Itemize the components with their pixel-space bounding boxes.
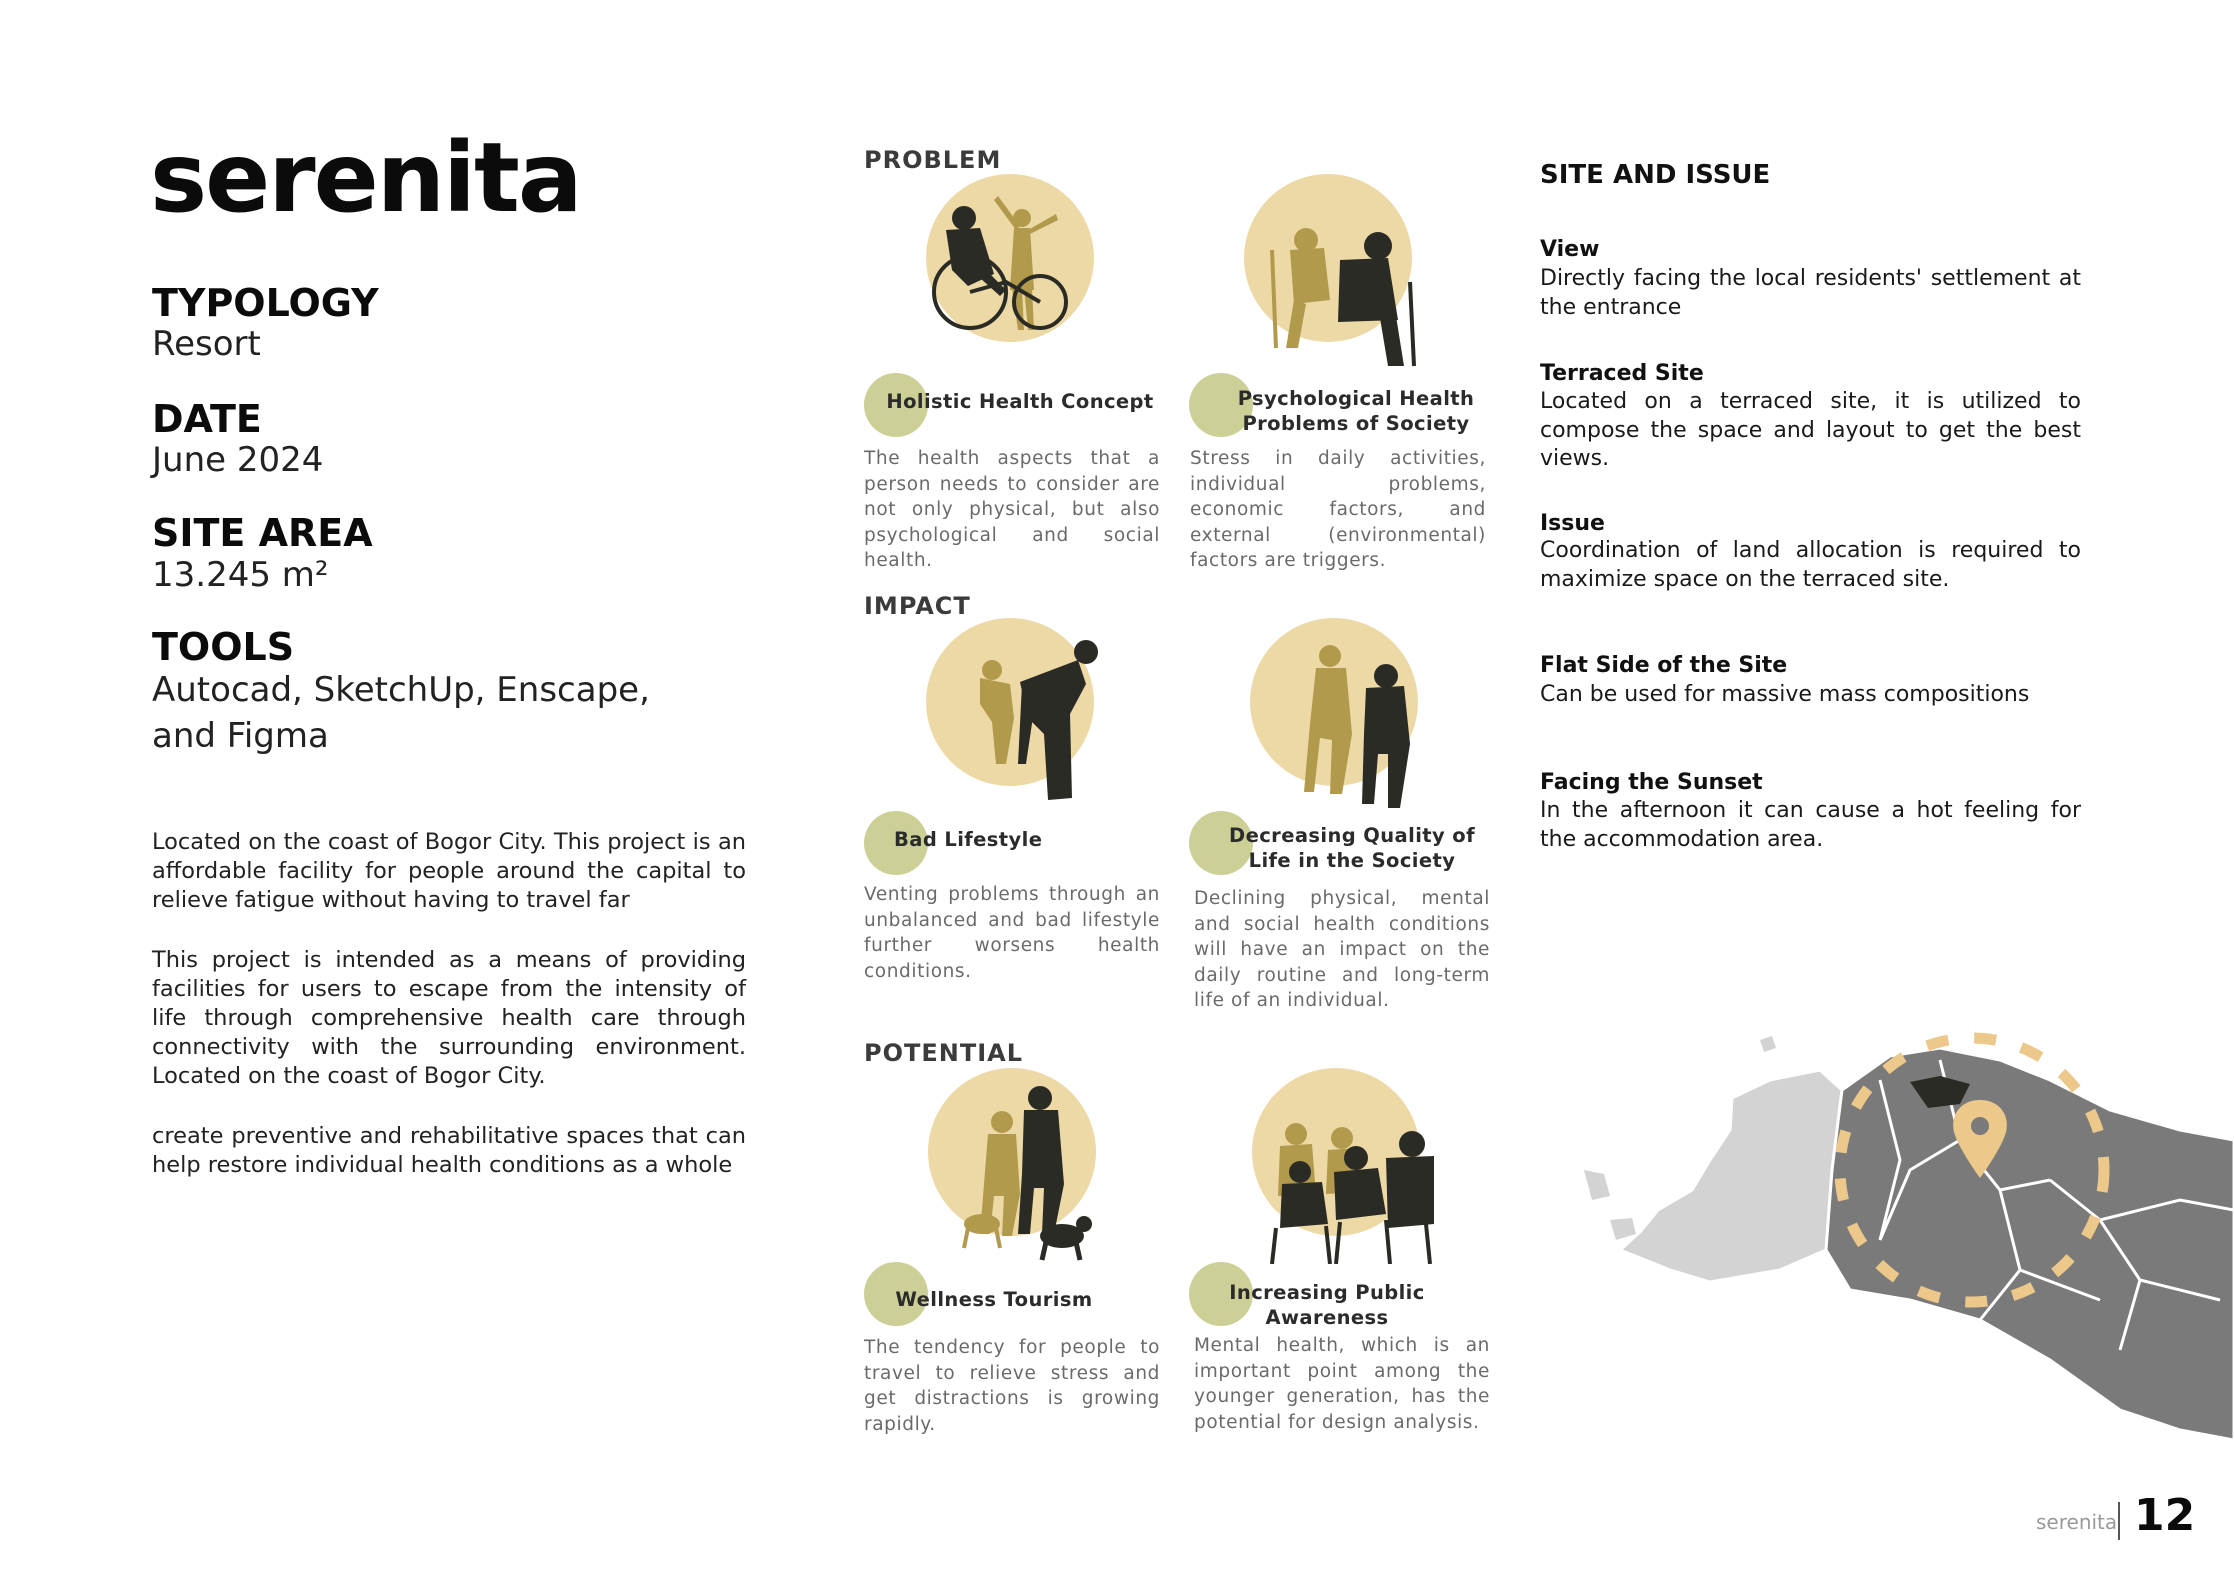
site-location-map [1580,1020,2234,1440]
issue-title-terraced: Terraced Site [1540,361,1704,386]
section-impact-label: IMPACT [864,592,971,620]
issue-title-issue: Issue [1540,511,1605,536]
section-potential-label: POTENTIAL [864,1039,1024,1067]
issue-title-sunset: Facing the Sunset [1540,770,1763,795]
card-title-4: Decreasing Quality of Life in the Society [1229,824,1475,872]
card-title-2: Psychological Health Problems of Society [1237,387,1475,435]
card-desc-5: The tendency for people to travel to relieve stress and get distractions is growing rapidly. [864,1337,1160,1435]
seated-elderly-pair-icon [1228,170,1428,370]
card-title-1: Holistic Health Concept [886,390,1154,413]
issue-desc-sunset: In the afternoon it can cause a hot feeling for the accommodation area. [1540,798,2081,852]
issue-title-view: View [1540,237,1600,262]
card-desc-2: Stress in daily activities, individual problems, economic factors, and external (environmental) factors are triggers. [1190,448,1486,571]
footer-divider [2118,1502,2120,1540]
tired-walkers-icon [1234,614,1434,814]
cafe-group-icon [1236,1064,1436,1264]
card-desc-6: Mental health, which is an important point among the younger generation, has the potential for design analysis. [1194,1335,1490,1433]
dog-walkers-icon [912,1064,1112,1264]
card-title-6: Increasing Public Awareness [1229,1281,1425,1329]
intro-paragraph-1: Located on the coast of Bogor City. This project is an affordable facility for people around the capital to relieve fatigue without having to travel far [152,829,746,913]
issue-desc-view: Directly facing the local residents' settlement at the entrance [1540,266,2081,320]
tools-label: TOOLS [152,625,295,669]
tools-value-line2: and Figma [152,716,329,756]
site-area-value: 13.245 m² [152,555,329,595]
hunched-people-icon [910,614,1110,814]
issue-desc-terraced: Located on a terraced site, it is utilized to compose the space and layout to get the best views. [1540,389,2081,471]
intro-paragraph-2: This project is intended as a means of providing facilities for users to escape from the intensity of life through comprehensive health care through connectivity with the surrounding environment. Located on the coast of Bogor City. [152,947,746,1089]
date-value: June 2024 [152,440,324,480]
card-desc-3: Venting problems through an unbalanced and bad lifestyle further worsens health conditions. [864,884,1160,982]
site-and-issue-title: SITE AND ISSUE [1540,160,1771,190]
card-title-3: Bad Lifestyle [894,828,1043,851]
footer-brand: serenita [2036,1510,2118,1534]
typology-label: TYPOLOGY [152,281,379,325]
site-area-label: SITE AREA [152,511,373,555]
cyclist-and-cheering-person-icon [910,170,1110,370]
issue-desc-flat-side: Can be used for massive mass compositions [1540,682,2030,707]
card-desc-4: Declining physical, mental and social health conditions will have an impact on the daily routine and long-term life of an individual. [1194,888,1490,1011]
date-label: DATE [152,397,262,441]
issue-desc-issue: Coordination of land allocation is required to maximize space on the terraced site. [1540,538,2081,592]
card-title-5: Wellness Tourism [895,1288,1093,1311]
issue-title-flat-side: Flat Side of the Site [1540,653,1788,678]
tools-value-line1: Autocad, SketchUp, Enscape, [152,670,650,710]
brand-title: serenita [150,122,581,234]
section-problem-label: PROBLEM [864,146,1002,174]
card-desc-1: The health aspects that a person needs to consider are not only physical, but also psychological and social health. [864,448,1160,571]
typology-value: Resort [152,324,261,364]
intro-paragraph-3: create preventive and rehabilitative spaces that can help restore individual health conditions as a whole [152,1123,746,1178]
page-number: 12 [2134,1490,2196,1541]
